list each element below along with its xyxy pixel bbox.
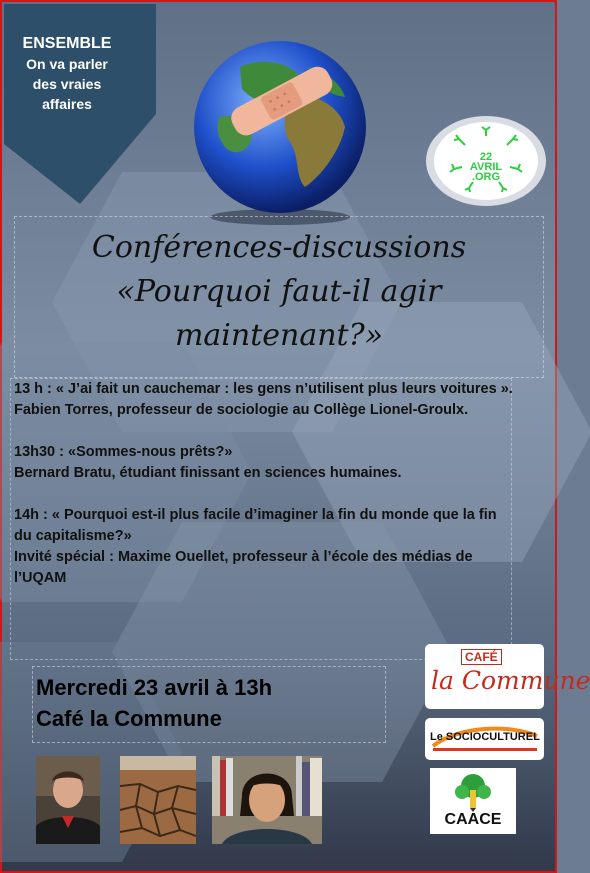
badge-line-1: 22 <box>479 151 493 163</box>
schedule <box>14 379 514 610</box>
cracked-earth-photo <box>120 756 196 844</box>
socio-logo-text: Le SOCIOCULTUREL <box>430 731 540 743</box>
cafe-logo-top: CAFÉ <box>461 649 502 665</box>
slogan-line-3: des vraies <box>32 76 102 92</box>
event-info <box>36 672 272 734</box>
talk-title: 13 h : « J’ai fait un cauchemar : les gens n’utilisent plus leurs voitures ». <box>14 381 513 397</box>
badge-line-3: .ORG <box>471 171 501 183</box>
badge-line-2: AVRIL <box>469 161 503 173</box>
slogan-line-4: affaires <box>42 96 92 112</box>
badge-label <box>456 152 516 182</box>
speaker-photo-2 <box>212 756 322 844</box>
title-line-2: «Pourquoi faut-il agir maintenant?» <box>116 274 442 353</box>
talk-title: 13h30 : «Sommes-nous prêts?» <box>14 444 233 460</box>
globe-bandage-icon <box>180 27 380 227</box>
schedule-item <box>14 442 514 484</box>
schedule-item <box>14 505 514 589</box>
socioculturel-logo <box>425 718 544 760</box>
event-venue: Café la Commune <box>36 706 222 731</box>
caace-logo <box>430 768 516 834</box>
talk-speaker: Invité spécial : Maxime Ouellet, professeur à l’école des médias de l’UQAM <box>14 549 473 586</box>
cafe-logo-name: la Commune <box>431 666 590 695</box>
talk-speaker: Fabien Torres, professeur de sociologie au Collège Lionel-Groulx. <box>14 402 469 418</box>
slogan-line-1: ENSEMBLE <box>22 35 112 52</box>
talk-title: 14h : « Pourquoi est-il plus facile d’imaginer la fin du monde que la fin du capitalisme?» <box>14 507 497 544</box>
corner-slogan <box>6 34 128 114</box>
poster-title <box>14 226 544 358</box>
slogan-line-2: On va parler <box>26 56 108 72</box>
schedule-item <box>14 379 514 421</box>
title-line-1: Conférences-discussions <box>91 230 467 265</box>
caace-logo-text: CAACE <box>444 811 502 828</box>
speaker-photo-1 <box>36 756 100 844</box>
tree-pencil-icon <box>450 772 496 812</box>
talk-speaker: Bernard Bratu, étudiant finissant en sciences humaines. <box>14 465 402 481</box>
cafe-la-commune-logo <box>425 644 590 709</box>
event-date: Mercredi 23 avril à 13h <box>36 675 273 700</box>
